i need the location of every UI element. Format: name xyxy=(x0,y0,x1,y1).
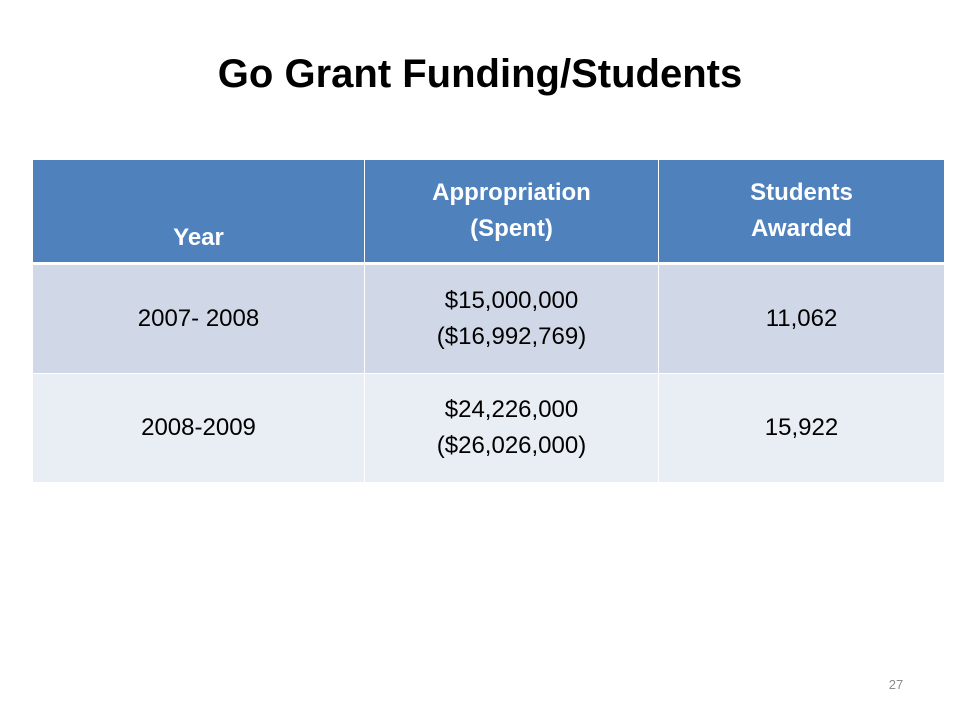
cell-students-awarded: 15,922 xyxy=(659,374,945,483)
header-appropriation xyxy=(365,160,659,264)
cell-students-awarded: 11,062 xyxy=(659,264,945,374)
page-number: 27 xyxy=(888,677,904,692)
cell-appropriation xyxy=(365,264,659,374)
spent-amount: ($16,992,769) xyxy=(436,323,587,350)
header-appropriation-line2: (Spent) xyxy=(470,215,553,242)
slide-title: Go Grant Funding/Students xyxy=(217,52,743,96)
spent-amount: ($26,026,000) xyxy=(436,432,587,459)
header-students-awarded xyxy=(659,160,945,264)
cell-appropriation xyxy=(365,374,659,483)
table-row xyxy=(33,264,945,374)
header-students-line2: Awarded xyxy=(751,215,852,242)
appropriation-amount: $24,226,000 xyxy=(444,396,579,423)
header-year xyxy=(33,160,365,264)
cell-year: 2008-2009 xyxy=(33,374,365,483)
table-header-row xyxy=(33,160,945,264)
appropriation-amount: $15,000,000 xyxy=(444,287,579,314)
cell-year: 2007- 2008 xyxy=(33,264,365,374)
table-row xyxy=(33,374,945,483)
header-year-label: Year xyxy=(173,224,224,251)
header-students-line1: Students xyxy=(750,179,853,206)
header-appropriation-line1: Appropriation xyxy=(432,179,591,206)
funding-table xyxy=(32,160,945,482)
